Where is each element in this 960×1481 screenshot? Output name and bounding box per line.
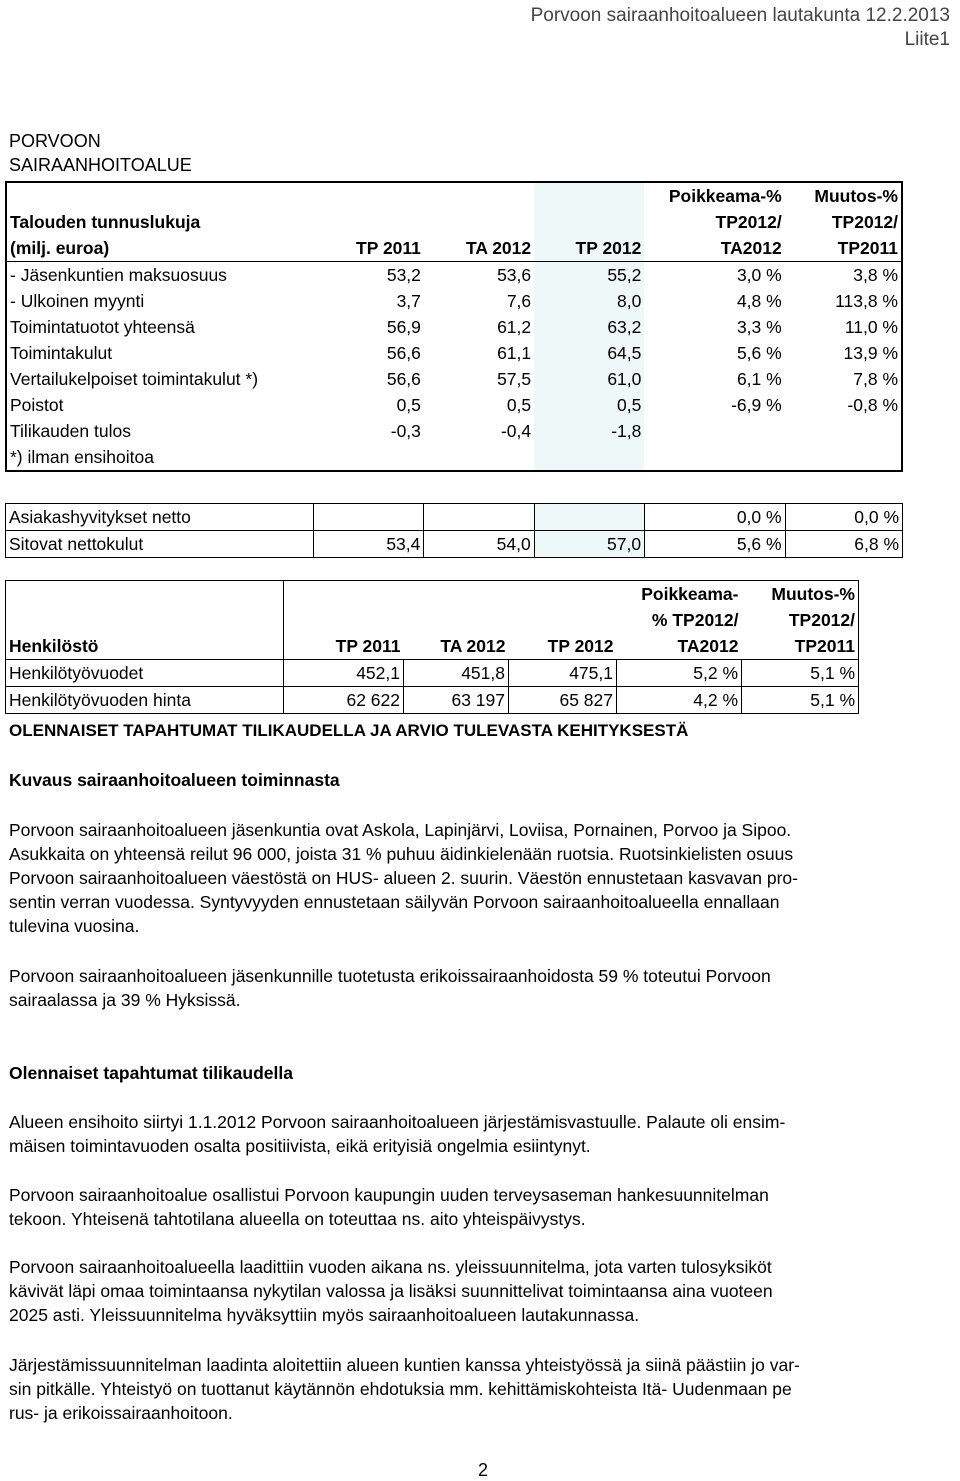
cell-ta2012 — [424, 504, 534, 531]
cell-dev: -6,9 % — [731, 395, 782, 415]
cell-tp2011 — [314, 504, 424, 531]
page-number: 2 — [478, 1460, 489, 1480]
cell-tp2012: 65 827 — [509, 687, 617, 714]
client-table — [5, 503, 903, 558]
cell-dev: 5,2 % — [617, 660, 742, 687]
section-heading-events: Olennaiset tapahtumat tilikaudella — [9, 1063, 293, 1083]
table-row — [6, 314, 902, 340]
row-label: - Jäsenkuntien maksuosuus — [6, 262, 314, 289]
footnote-row — [6, 444, 902, 471]
staff-dev-header-3: TA2012 — [677, 636, 739, 656]
cell-tp2012: 57,0 — [534, 531, 644, 558]
org-title-line1: PORVOON — [9, 131, 101, 151]
cell-ta2012: 61,2 — [497, 317, 532, 337]
cell-tp2012 — [534, 504, 644, 531]
row-label: Poistot — [10, 395, 64, 415]
cell-ta2012: 7,6 — [506, 291, 532, 311]
table-row — [6, 531, 903, 558]
text-line: mäisen toimintavuoden osalta positiivista, eikä erityisiä ongelmia esiintynyt. — [9, 1136, 591, 1156]
cell-tp2012: 8,0 — [534, 288, 644, 314]
col-header-tp2012: TP 2012 — [534, 235, 644, 262]
cell-ta2012: 57,5 — [497, 369, 532, 389]
cell-tp2012: 475,1 — [509, 660, 617, 687]
text-line: Alueen ensihoito siirtyi 1.1.2012 Porvoon sairaanhoitoalueen järjestämisvastuulle. Palaute oli ensim- — [9, 1112, 786, 1132]
cell-chg: 13,9 % — [843, 343, 898, 363]
staff-header-row-3 — [6, 633, 859, 660]
cell-tp2011: 452,1 — [284, 660, 404, 687]
cell-dev: 6,1 % — [736, 369, 782, 389]
row-label: - Ulkoinen myynti — [10, 291, 145, 311]
staff-chg-header-2: TP2012/ — [742, 607, 859, 633]
table-row — [6, 366, 902, 392]
cell-chg — [785, 418, 902, 444]
cell-dev: 3,0 % — [644, 262, 784, 289]
cell-tp2011: 56,6 — [386, 343, 421, 363]
cell-dev: 5,6 % — [736, 343, 782, 363]
cell-dev: 3,3 % — [736, 317, 782, 337]
cell-tp2012: -1,8 — [534, 418, 644, 444]
finance-table — [5, 181, 903, 472]
staff-header-row-1 — [6, 581, 859, 608]
cell-tp2011: 56,6 — [386, 369, 421, 389]
table-row — [6, 340, 902, 366]
row-label: Asiakashyvitykset netto — [6, 504, 314, 531]
row-label: Vertailukelpoiset toimintakulut *) — [10, 369, 259, 389]
text-line: sairaalassa ja 39 % Hyksissä. — [9, 990, 241, 1010]
staff-table — [5, 580, 859, 714]
header-attachment: Liite1 — [904, 29, 950, 50]
header-committee-date: Porvoon sairaanhoitoalueen lautakunta 12.2.2013 — [530, 5, 950, 26]
paragraph-ambulance — [9, 1110, 954, 1158]
section-heading-description: Kuvaus sairaanhoitoalueen toiminnasta — [9, 770, 340, 790]
finance-header-row-3 — [6, 235, 902, 262]
cell-tp2011: 53,2 — [314, 262, 424, 289]
cell-tp2011: -0,3 — [390, 421, 421, 441]
cell-dev — [644, 418, 784, 444]
finance-header-row-2 — [6, 209, 902, 235]
cell-chg: 7,8 % — [853, 369, 898, 389]
footnote: *) ilman ensihoitoa — [10, 447, 154, 467]
text-line: Porvoon sairaanhoitoalue osallistui Porvoon kaupungin uuden terveysaseman hankesuunnitelman — [9, 1185, 769, 1205]
staff-col-tp2012: TP 2012 — [547, 636, 614, 656]
cell-tp2011: 56,9 — [386, 317, 421, 337]
paragraph-specialist-care — [9, 964, 954, 1012]
staff-header-row-2 — [6, 607, 859, 633]
paragraph-members — [9, 818, 954, 938]
row-label: Henkilötyövuodet — [6, 660, 284, 687]
finance-unit: (milj. euroa) — [10, 238, 110, 258]
cell-ta2012: 0,5 — [506, 395, 532, 415]
row-label: Toimintatuotot yhteensä — [10, 317, 195, 337]
cell-ta2012: 53,6 — [424, 262, 534, 289]
cell-tp2011: 3,7 — [396, 291, 421, 311]
paragraph-master-plan — [9, 1255, 954, 1327]
cell-tp2012: 64,5 — [534, 340, 644, 366]
finance-title: Talouden tunnuslukuja — [10, 212, 201, 232]
cell-chg: -0,8 % — [847, 395, 898, 415]
row-label: Henkilötyövuoden hinta — [6, 687, 284, 714]
text-line: 2025 asti. Yleissuunnitelma hyväksyttiin myös sairaanhoitoalueen lautakunnassa. — [9, 1305, 640, 1325]
text-line: kävivät läpi omaa toimintaansa nykytilan valossa ja lisäksi suunnittelivat toimintaansa aina vuoteen — [9, 1281, 773, 1301]
table-row — [6, 392, 902, 418]
cell-chg: 5,1 % — [742, 660, 859, 687]
staff-chg-header-1: Muutos-% — [742, 581, 859, 608]
main-heading: OLENNAISET TAPAHTUMAT TILIKAUDELLA JA ARVIO TULEVASTA KEHITYKSESTÄ — [9, 721, 689, 740]
staff-col-tp2011: TP 2011 — [284, 633, 404, 660]
text-line: Porvoon sairaanhoitoalueen jäsenkuntia ovat Askola, Lapinjärvi, Loviisa, Pornainen, Porvoo ja Sipoo. — [9, 820, 792, 840]
table-row — [6, 262, 902, 289]
cell-tp2012: 0,5 — [534, 392, 644, 418]
row-label: Toimintakulut — [10, 343, 113, 363]
staff-dev-header-2: % TP2012/ — [651, 610, 739, 630]
cell-chg: 11,0 % — [844, 317, 898, 337]
table-row — [6, 288, 902, 314]
staff-dev-header-1: Poikkeama- — [617, 581, 742, 608]
finance-dev-header-2: TP2012/ — [715, 212, 782, 232]
cell-chg: 0,0 % — [785, 504, 902, 531]
col-header-tp2011: TP 2011 — [356, 238, 421, 258]
col-header-ta2012: TA 2012 — [465, 238, 532, 258]
table-row — [6, 504, 903, 531]
row-label: Tilikauden tulos — [10, 421, 131, 441]
cell-ta2012: -0,4 — [500, 421, 532, 441]
table-row — [6, 687, 859, 714]
text-line: rus- ja erikoissairaanhoitoon. — [9, 1403, 233, 1423]
cell-tp2012: 61,0 — [534, 366, 644, 392]
org-title-line2: SAIRAANHOITOALUE — [9, 155, 192, 175]
cell-tp2011: 62 622 — [284, 687, 404, 714]
text-line: Porvoon sairaanhoitoalueen väestöstä on HUS- alueen 2. suurin. Väestön ennustetaan kasvavan pro- — [9, 868, 798, 888]
table-row — [6, 660, 859, 687]
text-line: tekoon. Yhteisenä tahtotilana alueella on toteuttaa ns. aito yhteispäivystys. — [9, 1209, 586, 1229]
cell-dev: 5,6 % — [645, 531, 785, 558]
row-label: Sitovat nettokulut — [6, 531, 314, 558]
finance-dev-header-1: Poikkeama-% — [668, 186, 782, 206]
finance-chg-header-2: TP2012/ — [831, 212, 898, 232]
cell-tp2012: 63,2 — [534, 314, 644, 340]
cell-tp2011: 0,5 — [396, 395, 421, 415]
text-line: sentin verran vuodessa. Syntyvyyden ennustetaan säilyvän Porvoon sairaanhoitoalueella ennallaan — [9, 892, 780, 912]
org-title — [9, 129, 192, 177]
cell-chg: 3,8 % — [785, 262, 902, 289]
text-line: tulevina vuosina. — [9, 916, 140, 936]
cell-dev: 0,0 % — [645, 504, 785, 531]
cell-dev: 4,2 % — [617, 687, 742, 714]
cell-ta2012: 451,8 — [404, 660, 509, 687]
cell-ta2012: 61,1 — [497, 343, 532, 363]
cell-chg: 113,8 % — [835, 291, 898, 311]
cell-tp2012: 55,2 — [534, 262, 644, 289]
finance-chg-header-3: TP2011 — [837, 238, 898, 258]
cell-ta2012: 63 197 — [404, 687, 509, 714]
staff-chg-header-3: TP2011 — [742, 633, 859, 660]
finance-chg-header-1: Muutos-% — [814, 186, 898, 206]
finance-header-row-1 — [6, 182, 902, 209]
finance-dev-header-3: TA2012 — [720, 238, 782, 258]
paragraph-organization-plan — [9, 1353, 954, 1425]
cell-chg: 6,8 % — [785, 531, 902, 558]
table-row — [6, 418, 902, 444]
text-line: sin pitkälle. Yhteistyö on tuottanut käytännön ehdotuksia mm. kehittämiskohteista Itä- Uudenmaan pe — [9, 1379, 792, 1399]
text-line: Asukkaita on yhteensä reilut 96 000, joista 31 % puhuu äidinkielenään ruotsia. Ruotsinkielisten osuus — [9, 844, 794, 864]
staff-title: Henkilöstö — [6, 633, 284, 660]
paragraph-health-station — [9, 1183, 954, 1231]
cell-dev: 4,8 % — [736, 291, 782, 311]
cell-chg: 5,1 % — [742, 687, 859, 714]
text-line: Järjestämissuunnitelman laadinta aloitettiin alueen kuntien kanssa yhteistyössä ja siinä päästiin jo var- — [9, 1355, 800, 1375]
cell-ta2012: 54,0 — [424, 531, 534, 558]
cell-tp2011: 53,4 — [314, 531, 424, 558]
staff-col-ta2012: TA 2012 — [440, 636, 506, 656]
text-line: Porvoon sairaanhoitoalueella laadittiin vuoden aikana ns. yleissuunnitelma, jota varten tulosyksiköt — [9, 1257, 772, 1277]
text-line: Porvoon sairaanhoitoalueen jäsenkunnille tuotetusta erikoissairaanhoidosta 59 % toteutui Porvoon — [9, 966, 771, 986]
